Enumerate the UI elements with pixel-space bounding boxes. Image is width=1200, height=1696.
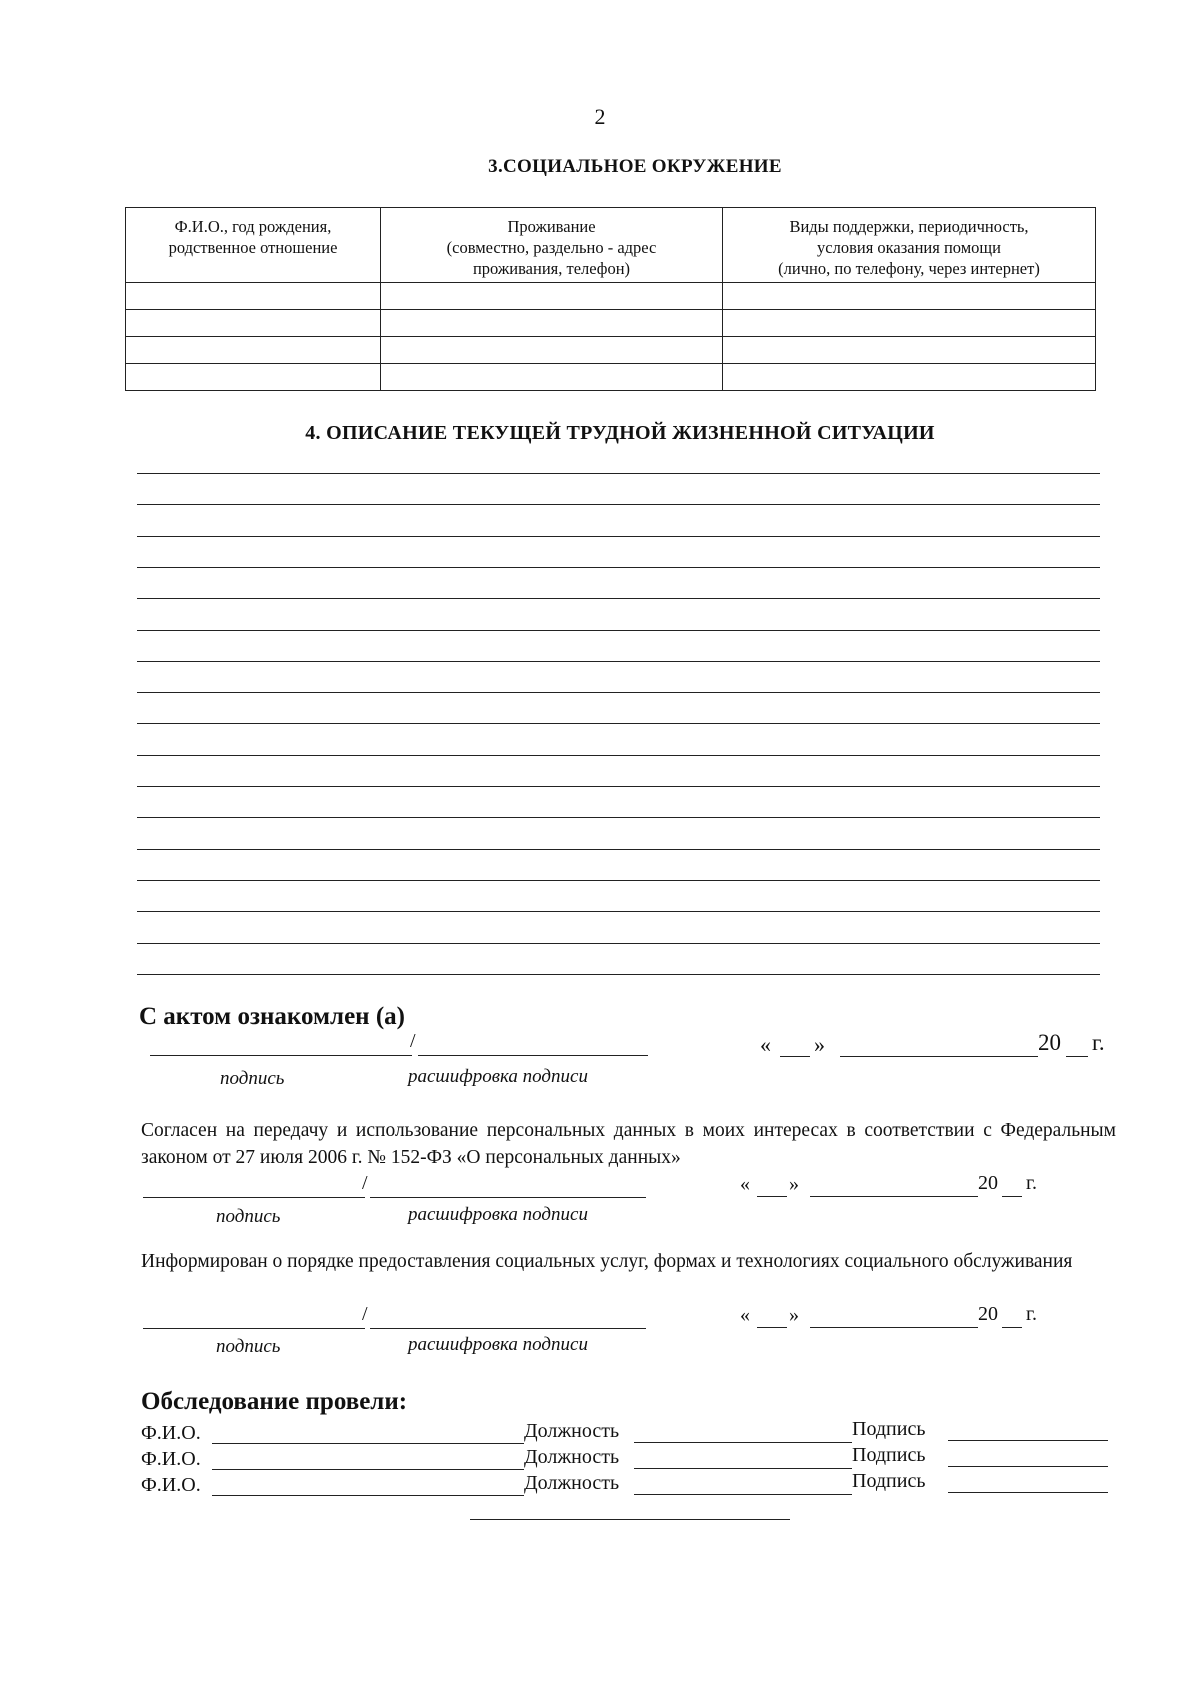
header-line: Виды поддержки, периодичность,: [789, 217, 1029, 236]
day-line[interactable]: [757, 1327, 787, 1328]
writing-line[interactable]: [137, 473, 1100, 474]
writing-line[interactable]: [137, 911, 1100, 912]
signature-line[interactable]: [948, 1492, 1108, 1493]
fio-label: Ф.И.О.: [141, 1448, 201, 1470]
table-cell[interactable]: [381, 364, 723, 391]
decoding-label: расшифровка подписи: [408, 1066, 588, 1087]
date-close-quote: »: [789, 1304, 799, 1326]
writing-line[interactable]: [137, 692, 1100, 693]
signature-decoding-line[interactable]: [418, 1055, 648, 1056]
year-line[interactable]: [1066, 1056, 1088, 1057]
writing-line[interactable]: [137, 598, 1100, 599]
header-line: (совместно, раздельно - адрес: [446, 238, 657, 257]
signature-line[interactable]: [143, 1328, 365, 1329]
writing-line[interactable]: [137, 567, 1100, 568]
footer-rule: [470, 1519, 790, 1520]
year-prefix: 20: [1038, 1030, 1061, 1055]
acknowledged-heading: С актом ознакомлен (а): [139, 1003, 405, 1030]
header-line: условия оказания помощи: [817, 238, 1001, 257]
table-header-row: [126, 208, 1096, 283]
table-cell[interactable]: [723, 337, 1096, 364]
writing-line[interactable]: [137, 974, 1100, 975]
date-open-quote: «: [740, 1173, 750, 1195]
table-row: [126, 337, 1096, 364]
slash: /: [362, 1172, 368, 1194]
position-line[interactable]: [634, 1494, 852, 1495]
day-line[interactable]: [757, 1196, 787, 1197]
year-suffix: г.: [1092, 1030, 1105, 1055]
table-row: [126, 364, 1096, 391]
slash: /: [410, 1030, 416, 1052]
signature-label: Подпись: [852, 1444, 926, 1466]
decoding-label: расшифровка подписи: [408, 1334, 588, 1355]
writing-line[interactable]: [137, 723, 1100, 724]
section-3-title: 3.СОЦИАЛЬНОЕ ОКРУЖЕНИЕ: [488, 156, 782, 177]
signature-label: подпись: [220, 1068, 285, 1089]
date-open-quote: «: [760, 1032, 771, 1057]
writing-line[interactable]: [137, 661, 1100, 662]
writing-line[interactable]: [137, 504, 1100, 505]
position-line[interactable]: [634, 1442, 852, 1443]
fio-label: Ф.И.О.: [141, 1474, 201, 1496]
writing-line[interactable]: [137, 536, 1100, 537]
writing-line[interactable]: [137, 630, 1100, 631]
position-label: Должность: [524, 1446, 620, 1468]
signature-line[interactable]: [150, 1055, 412, 1056]
personal-data-consent-text: Согласен на передачу и использование персональных данных в моих интересах в соответствии с Федеральным законом от 27 июля 2006 г. № 152-ФЗ «О персональных данных»: [141, 1120, 1116, 1168]
fio-line[interactable]: [212, 1443, 524, 1444]
signature-line[interactable]: [948, 1466, 1108, 1467]
section-4-title: 4. ОПИСАНИЕ ТЕКУЩЕЙ ТРУДНОЙ ЖИЗНЕННОЙ СИТУАЦИИ: [305, 422, 935, 444]
month-line[interactable]: [810, 1196, 978, 1197]
table-cell[interactable]: [723, 310, 1096, 337]
position-label: Должность: [524, 1420, 620, 1442]
table-cell[interactable]: [381, 310, 723, 337]
fio-label: Ф.И.О.: [141, 1422, 201, 1444]
signature-line[interactable]: [143, 1197, 365, 1198]
informed-text: Информирован о порядке предоставления социальных услуг, формах и технологиях социального обслуживания: [141, 1251, 1073, 1272]
social-environment-table: [125, 207, 1096, 391]
survey-heading: Обследование провели:: [141, 1388, 408, 1415]
writing-line[interactable]: [137, 817, 1100, 818]
signature-label: подпись: [216, 1336, 281, 1357]
header-line: родственное отношение: [168, 238, 338, 257]
signature-decoding-line[interactable]: [370, 1197, 646, 1198]
table-cell[interactable]: [381, 337, 723, 364]
month-line[interactable]: [840, 1056, 1038, 1057]
signature-label: подпись: [216, 1206, 281, 1227]
table-cell[interactable]: [723, 283, 1096, 310]
position-label: Должность: [524, 1472, 620, 1494]
year-prefix: 20: [978, 1172, 998, 1194]
decoding-label: расшифровка подписи: [408, 1204, 588, 1225]
column-header-residence: [381, 208, 723, 283]
year-line[interactable]: [1002, 1327, 1022, 1328]
day-line[interactable]: [780, 1056, 810, 1057]
table-row: [126, 283, 1096, 310]
date-close-quote: »: [814, 1032, 825, 1057]
signature-line[interactable]: [948, 1440, 1108, 1441]
date-open-quote: «: [740, 1304, 750, 1326]
table-row: [126, 310, 1096, 337]
signature-label: Подпись: [852, 1418, 926, 1440]
table-cell[interactable]: [126, 364, 381, 391]
column-header-fio: [126, 208, 381, 283]
year-prefix: 20: [978, 1303, 998, 1325]
year-line[interactable]: [1002, 1196, 1022, 1197]
table-cell[interactable]: [381, 283, 723, 310]
year-suffix: г.: [1026, 1172, 1037, 1194]
table-cell[interactable]: [126, 283, 381, 310]
position-line[interactable]: [634, 1468, 852, 1469]
month-line[interactable]: [810, 1327, 978, 1328]
header-line: Ф.И.О., год рождения,: [174, 217, 332, 236]
page-number: 2: [594, 104, 606, 129]
table-cell[interactable]: [723, 364, 1096, 391]
signature-label: Подпись: [852, 1470, 926, 1492]
slash: /: [362, 1303, 368, 1325]
date-close-quote: »: [789, 1173, 799, 1195]
writing-line[interactable]: [137, 755, 1100, 756]
writing-line[interactable]: [137, 943, 1100, 944]
writing-line[interactable]: [137, 880, 1100, 881]
header-line: проживания, телефон): [472, 259, 631, 278]
writing-line[interactable]: [137, 849, 1100, 850]
table-cell[interactable]: [126, 310, 381, 337]
writing-line[interactable]: [137, 786, 1100, 787]
header-line: Проживание: [507, 217, 596, 236]
column-header-support: [723, 208, 1096, 283]
fio-line[interactable]: [212, 1495, 524, 1496]
table-cell[interactable]: [126, 337, 381, 364]
fio-line[interactable]: [212, 1469, 524, 1470]
signature-decoding-line[interactable]: [370, 1328, 646, 1329]
year-suffix: г.: [1026, 1303, 1037, 1325]
header-line: (лично, по телефону, через интернет): [778, 259, 1040, 278]
